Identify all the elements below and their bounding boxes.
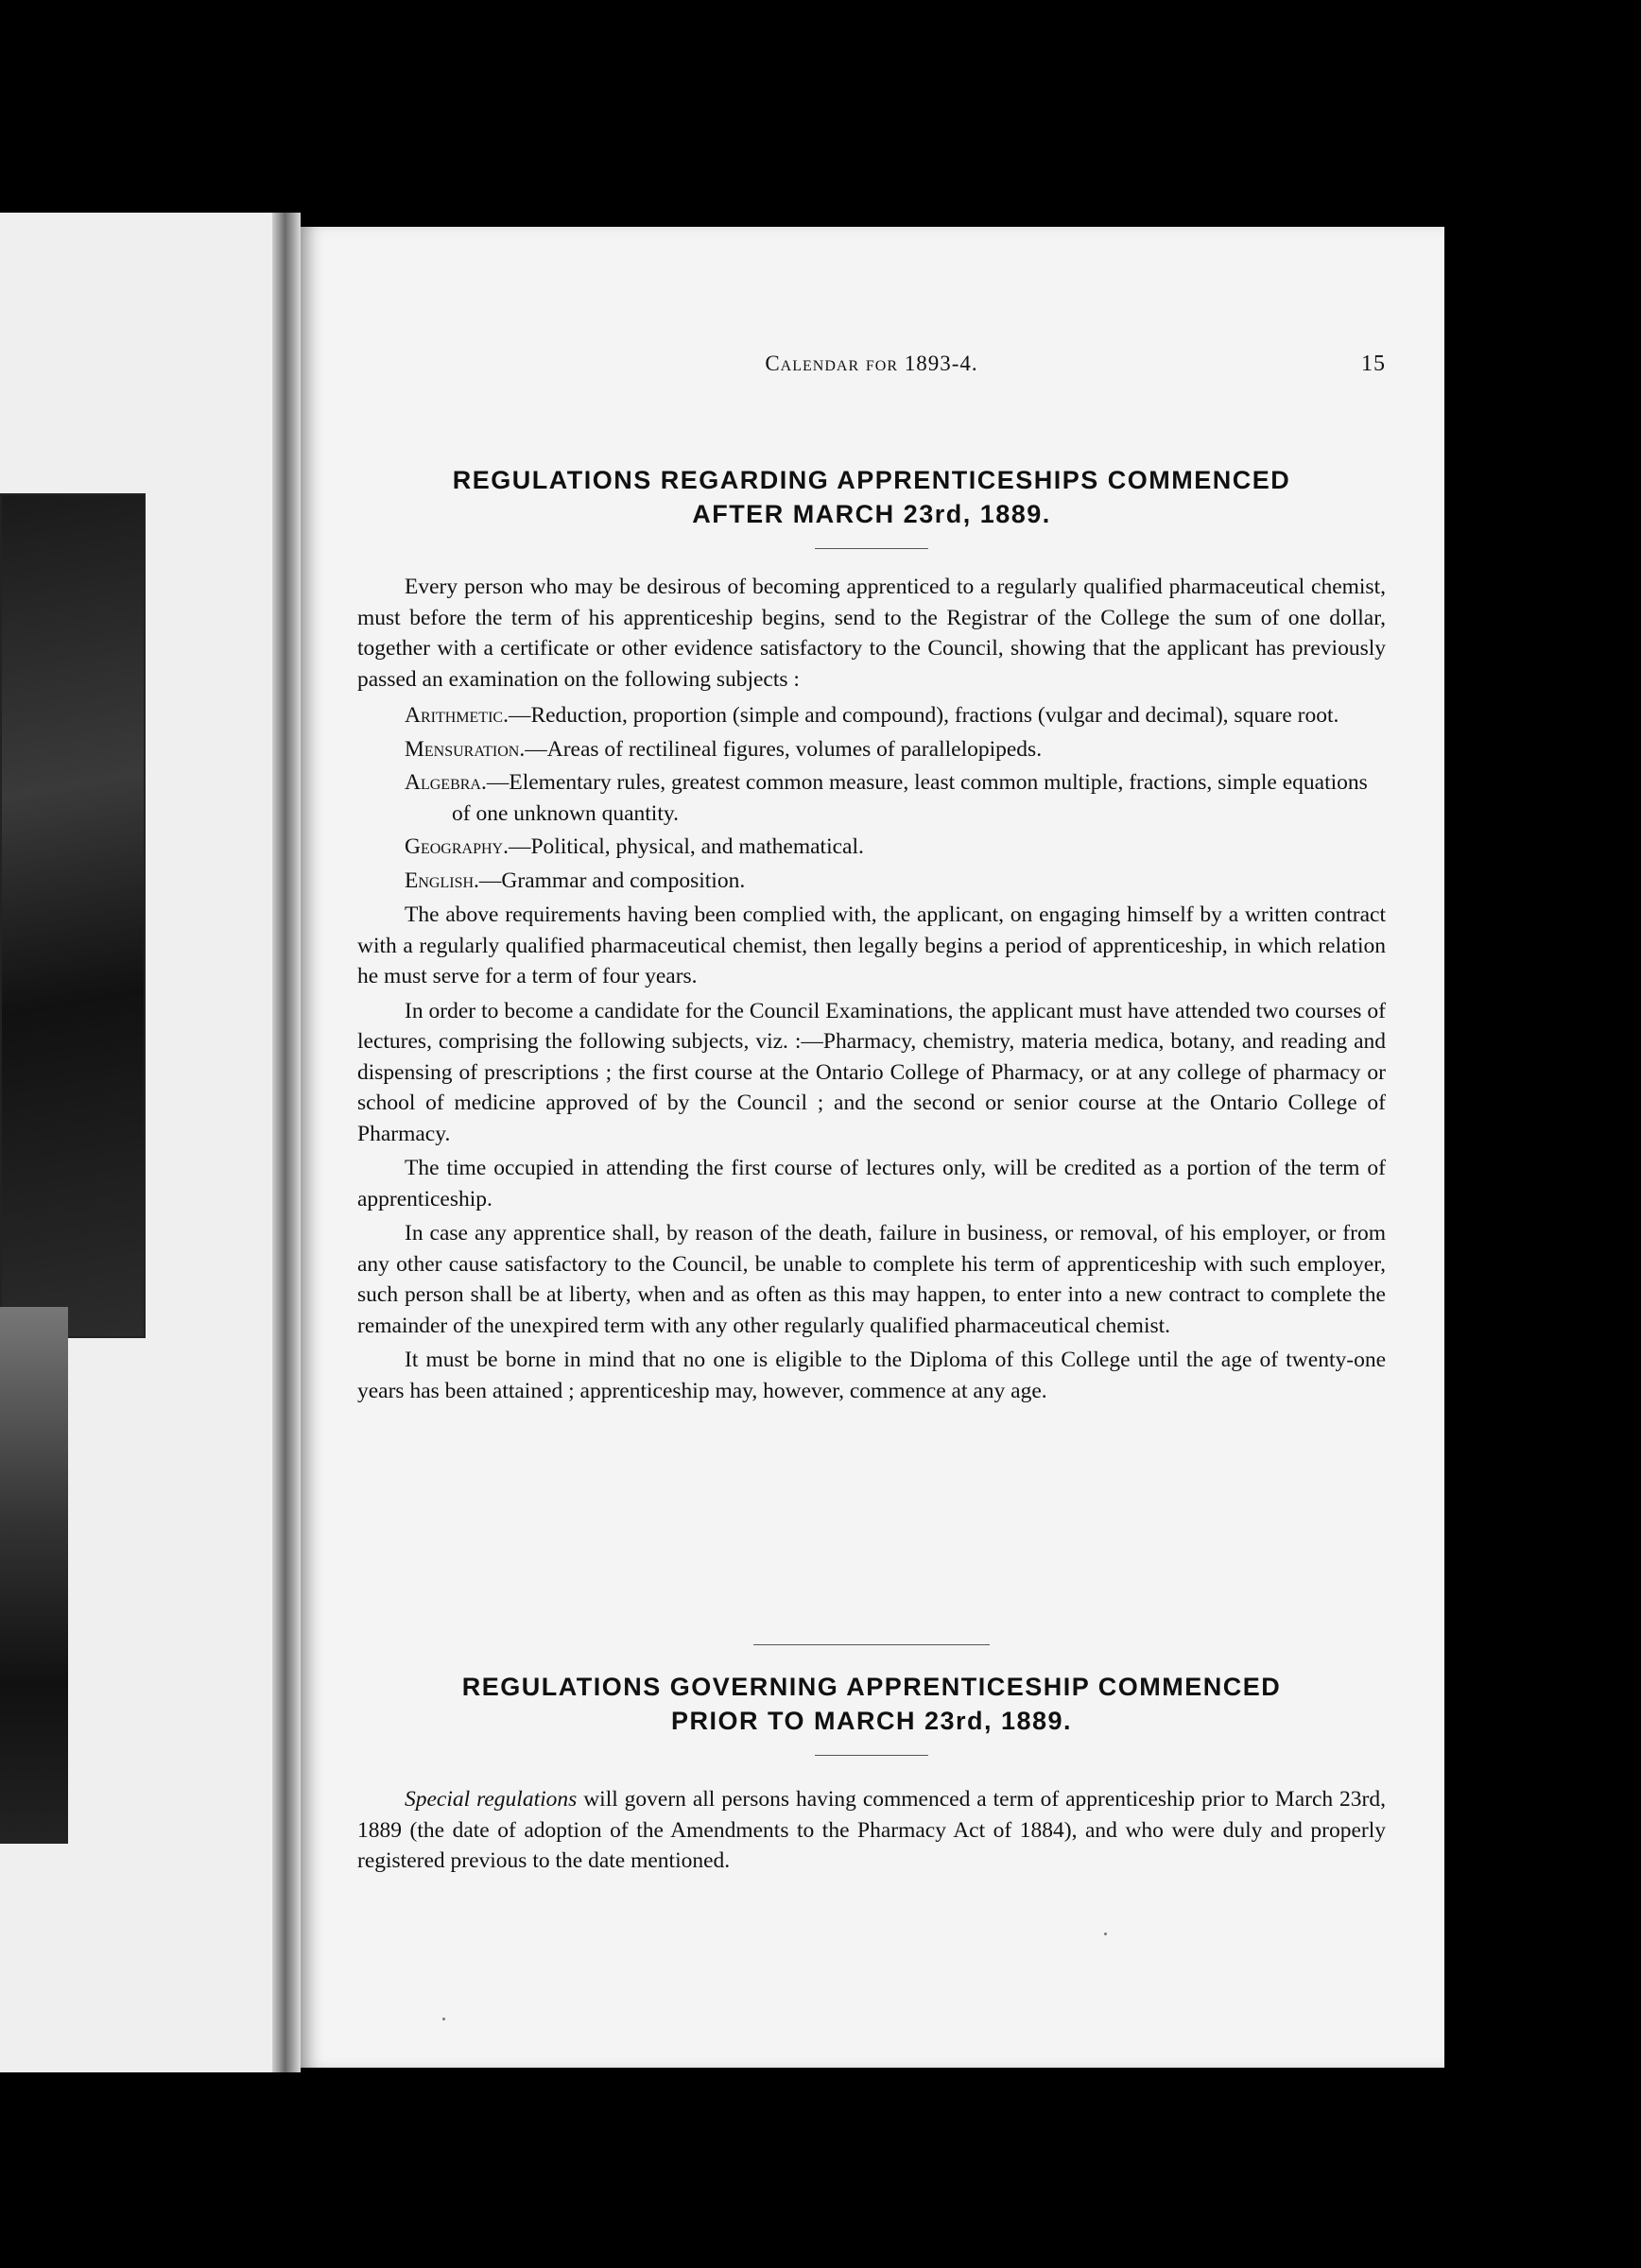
section-divider-rule [753, 1644, 990, 1645]
scan-speck [1104, 1933, 1107, 1935]
subject-text: —Elementary rules, greatest common measure, least common multiple, fractions, simple equations of one unknown quantity. [452, 770, 1368, 826]
section-apprenticeships-after-1889 [357, 463, 1386, 1406]
paragraph-requirements: The above requirements having been complied with, the applicant, on engaging himself by a written contract with a regularly qualified pharmaceutical chemist, then legally begins a period of apprenticeship, in which relation he must serve for a term of four years. [357, 902, 1386, 988]
subjects-list [357, 700, 1386, 896]
section1-heading-line2: AFTER MARCH 23rd, 1889. [692, 500, 1051, 528]
section2-heading-line2: PRIOR TO MARCH 23rd, 1889. [670, 1707, 1073, 1735]
section2-heading-line1: REGULATIONS GOVERNING APPRENTICESHIP COMMENCED [461, 1673, 1282, 1701]
subject-text: —Grammar and composition. [478, 868, 746, 893]
facing-page-photo-bottom [0, 1307, 68, 1844]
paragraph-candidate: In order to become a candidate for the Council Examinations, the applicant must have attended two courses of lectures, comprising the following subjects, viz. :—Pharmacy, chemistry, materia medica, botany, and reading and dispensing of prescriptions ; the first course at the Ontario College of Pharmacy, or at any college of pharmacy or school of medicine approved of by the Council ; and the second or senior course at the Ontario College of Pharmacy. [357, 998, 1386, 1146]
subject-text: —Areas of rectilineal figures, volumes of parallelopipeds. [525, 736, 1043, 762]
scan-speck [442, 2018, 445, 2020]
facing-page-photo-top [0, 493, 146, 1338]
subject-name: Geography. [405, 834, 509, 859]
paragraph-time-credited: The time occupied in attending the first course of lectures only, will be credited as a portion of the term of apprenticeship. [357, 1156, 1386, 1211]
subject-item [357, 866, 1386, 897]
subject-item [357, 700, 1386, 731]
subject-name: Algebra. [405, 770, 487, 795]
subject-text: —Reduction, proportion (simple and compound), fractions (vulgar and decimal), square root. [508, 703, 1339, 728]
subject-item [357, 832, 1386, 863]
special-regulations-lead: Special regulations [405, 1787, 578, 1812]
section1-heading-line1: REGULATIONS REGARDING APPRENTICESHIPS COMMENCED [452, 466, 1291, 494]
section1-intro: Every person who may be desirous of becoming apprenticed to a regularly qualified pharmaceutical chemist, must before the term of his apprenticeship begins, send to the Registrar of the College the sum of one dollar, together with a certificate or other evidence satisfactory to the Council, showing that the applicant has previously passed an examination on the following subjects : [357, 575, 1386, 692]
subject-item [357, 767, 1386, 829]
subject-name: English. [405, 868, 479, 893]
book-gutter [272, 213, 301, 2072]
subject-name: Arithmetic. [405, 703, 509, 728]
section2-text: will govern all persons having commenced a term of apprenticeship prior to March 23rd, 1889 (the date of adoption of the Amendments to the Pharmacy Act of 1884), and who were duly and properly registered previous to the date mentioned. [357, 1787, 1387, 1873]
subject-name: Mensuration. [405, 736, 526, 762]
document-page [301, 227, 1444, 2068]
page-number: 15 [1361, 352, 1386, 376]
section-apprenticeships-prior-1889 [357, 1644, 1386, 1877]
subject-text: —Political, physical, and mathematical. [508, 834, 864, 859]
running-title: Calendar for 1893-4. [765, 352, 978, 375]
paragraph-employer-change: In case any apprentice shall, by reason of the death, failure in business, or removal, of his employer, or from any other cause satisfactory to the Council, be unable to complete his term of apprenticeship with such employer, such person shall be at liberty, when and as often as this may happen, to enter into a new contract to complete the remainder of the unexpired term with any other regularly qualified pharmaceutical chemist. [357, 1221, 1386, 1338]
section2-paragraph [357, 1784, 1386, 1877]
section2-rule [815, 1755, 928, 1756]
facing-left-page [0, 213, 284, 2072]
subject-item [357, 734, 1386, 765]
section1-rule [815, 548, 928, 549]
paragraph-age-requirement: It must be borne in mind that no one is eligible to the Diploma of this College until the age of twenty-one years has been attained ; apprenticeship may, however, commence at any age. [357, 1348, 1386, 1403]
